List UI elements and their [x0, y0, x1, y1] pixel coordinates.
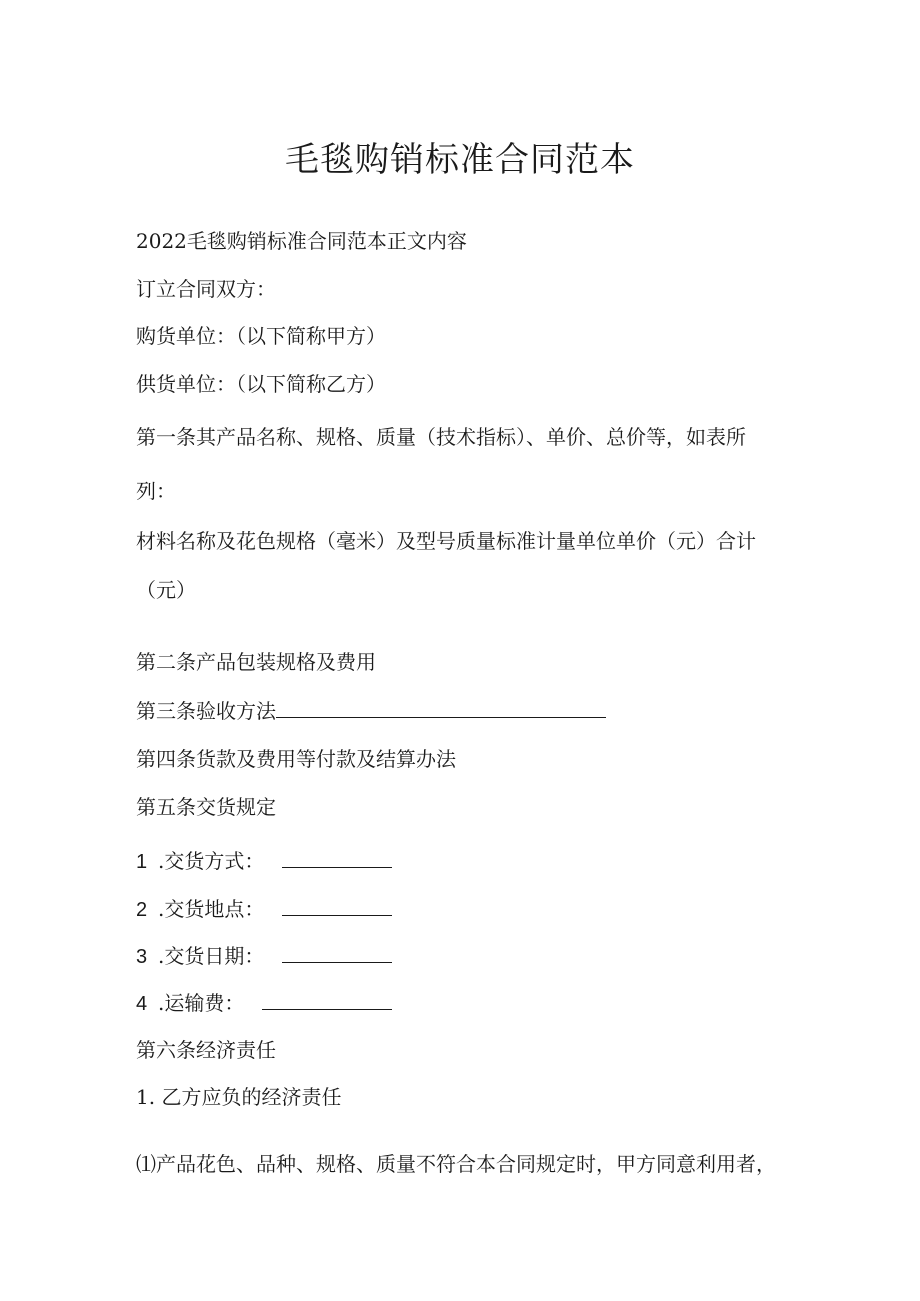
- article-5: 第五条交货规定: [136, 795, 276, 819]
- document-title: 毛毯购销标准合同范本: [285, 140, 635, 180]
- shipping-fee-blank: [262, 989, 392, 1010]
- buyer-line: 购货单位：（以下简称甲方）: [136, 324, 386, 348]
- article-3: 第三条验收方法: [136, 699, 276, 723]
- table-header-line-2: （元）: [136, 578, 196, 602]
- parties-heading: 订立合同双方：: [136, 277, 276, 301]
- table-header-line-1: 材料名称及花色规格（毫米）及型号质量标准计量单位单价（元）合计: [136, 529, 756, 553]
- delivery-date-blank: [282, 942, 392, 963]
- article-4: 第四条货款及费用等付款及结算办法: [136, 747, 456, 771]
- delivery-item-number: 3: [136, 946, 148, 968]
- delivery-item-label: .交货日期：: [158, 944, 265, 968]
- delivery-item-number: 2: [136, 899, 148, 921]
- seller-line: 供货单位：（以下简称乙方）: [136, 372, 386, 396]
- article-3-line: [136, 697, 606, 725]
- article-1-line-2: 列：: [136, 479, 176, 503]
- article-6: 第六条经济责任: [136, 1038, 276, 1062]
- delivery-item-label: .交货方式：: [158, 849, 265, 873]
- delivery-item-2: [136, 895, 392, 924]
- article-2: 第二条产品包装规格及费用: [136, 650, 376, 674]
- delivery-item-label: .运输费：: [158, 991, 245, 1015]
- delivery-item-3: [136, 942, 392, 971]
- delivery-item-1: [136, 847, 392, 876]
- delivery-method-blank: [282, 847, 392, 868]
- delivery-location-blank: [282, 895, 392, 916]
- delivery-item-label: .交货地点：: [158, 897, 265, 921]
- article-6-sub-1: 1. 乙方应负的经济责任: [136, 1085, 342, 1109]
- delivery-item-number: 4: [136, 993, 148, 1015]
- delivery-item-number: 1: [136, 851, 148, 873]
- document-subtitle: 2022毛毯购销标准合同范本正文内容: [136, 229, 467, 253]
- article-1-line-1: 第一条其产品名称、规格、质量（技术指标）、单价、总价等，如表所: [136, 425, 746, 449]
- delivery-item-4: [136, 989, 392, 1018]
- article-6-clause-1: ⑴产品花色、品种、规格、质量不符合本合同规定时，甲方同意利用者，: [136, 1152, 776, 1176]
- acceptance-method-blank: [276, 697, 606, 718]
